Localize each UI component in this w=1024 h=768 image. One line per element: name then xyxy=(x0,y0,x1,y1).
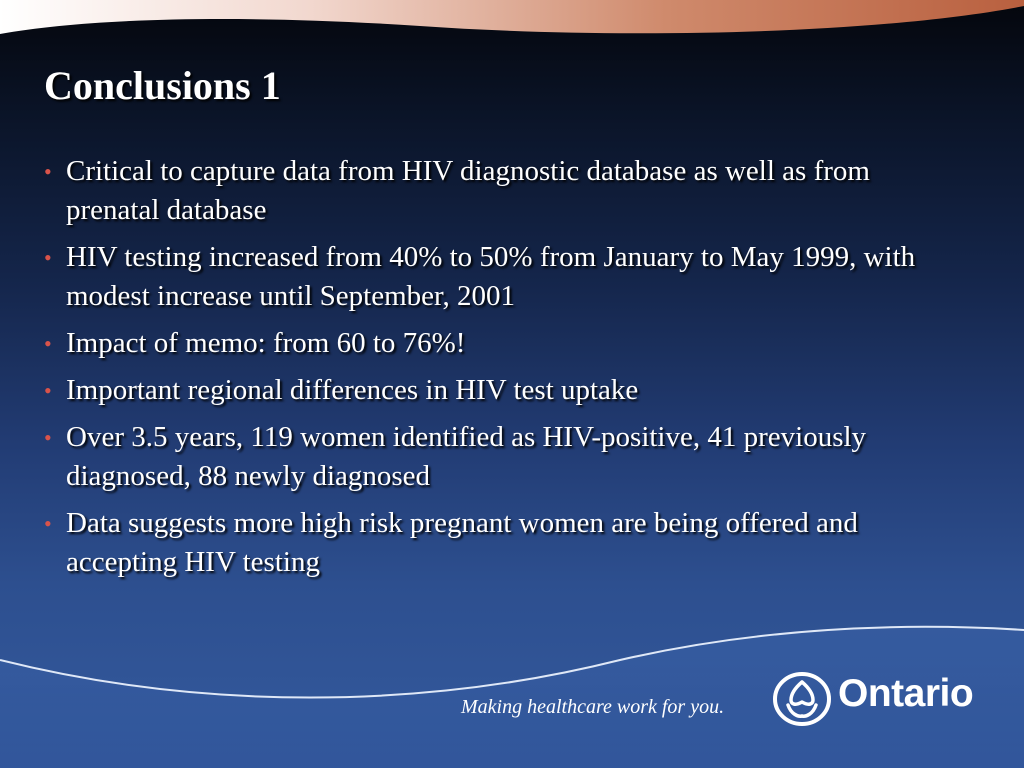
bullet-dot-icon: • xyxy=(44,159,52,184)
bullet-dot-icon: • xyxy=(44,245,52,270)
footer-tagline: Making healthcare work for you. xyxy=(461,696,725,718)
bullet-item xyxy=(44,371,964,410)
bullet-list xyxy=(44,152,964,590)
bullet-text: Over 3.5 years, 119 women identified as HIV-positive, 41 previously diagnosed, 88 newly diagnosed xyxy=(66,421,867,492)
bullet-item xyxy=(44,324,964,363)
ontario-trillium-icon xyxy=(773,672,831,726)
bullet-item xyxy=(44,418,964,496)
bullet-text: Critical to capture data from HIV diagnostic database as well as from prenatal database xyxy=(66,155,870,226)
bullet-text: Impact of memo: from 60 to 76%! xyxy=(66,327,466,359)
top-swoosh-decoration xyxy=(0,0,1024,60)
bullet-dot-icon: • xyxy=(44,425,52,450)
slide-title: Conclusions 1 xyxy=(44,63,281,108)
bullet-item xyxy=(44,152,964,230)
bullet-item xyxy=(44,504,964,582)
bullet-dot-icon: • xyxy=(44,511,52,536)
bullet-text: Data suggests more high risk pregnant women are being offered and accepting HIV testing xyxy=(66,507,858,578)
bullet-item xyxy=(44,238,964,316)
bullet-text: Important regional differences in HIV test uptake xyxy=(66,374,639,406)
bullet-dot-icon: • xyxy=(44,378,52,403)
bullet-text: HIV testing increased from 40% to 50% from January to May 1999, with modest increase until September, 2001 xyxy=(66,241,916,312)
ontario-logo-text: Ontario xyxy=(838,672,974,715)
bullet-dot-icon: • xyxy=(44,331,52,356)
